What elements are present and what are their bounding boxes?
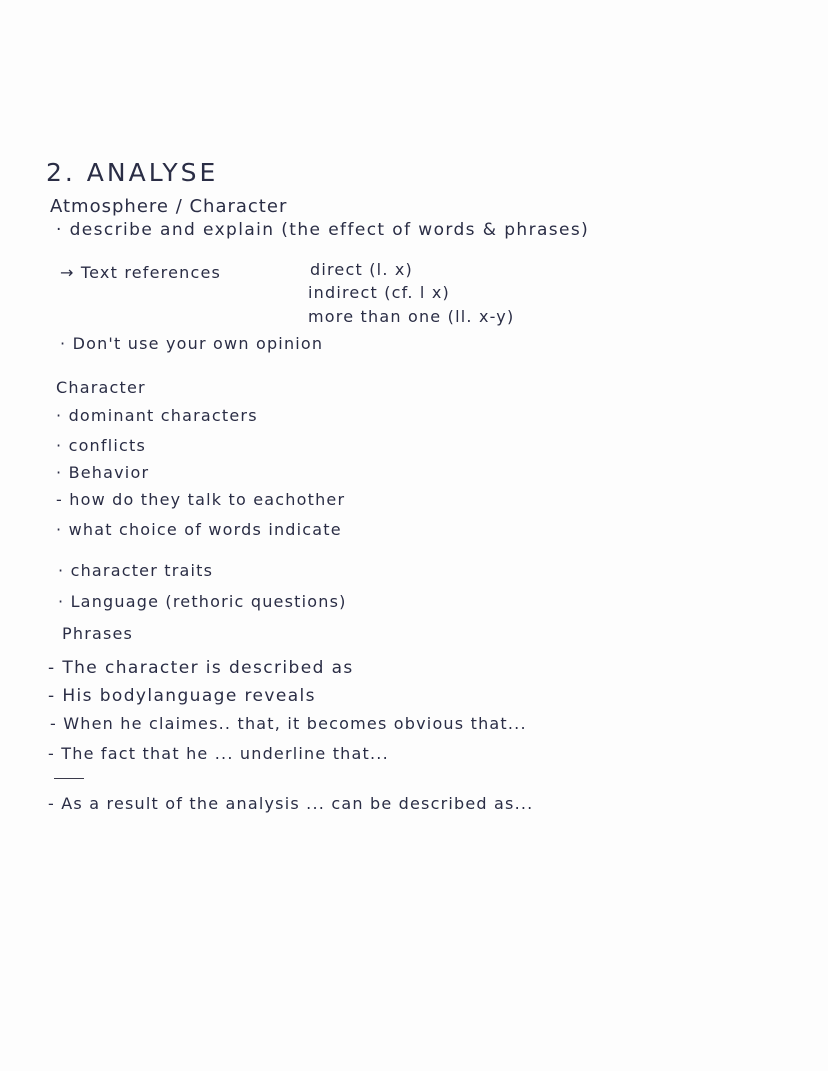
phrase-item: - His bodylanguage reveals — [48, 686, 316, 706]
list-item: · what choice of words indicate — [56, 520, 342, 539]
section-title-character: Character — [56, 378, 146, 397]
list-item: · Language (rethoric questions) — [58, 592, 347, 611]
text-references-label: → Text references — [60, 263, 222, 282]
list-item: · character traits — [58, 561, 214, 580]
reference-direct: direct (l. x) — [310, 260, 413, 279]
reference-more-than-one: more than one (ll. x-y) — [308, 307, 515, 326]
list-item: - how do they talk to eachother — [56, 490, 346, 509]
list-item: · Behavior — [56, 463, 150, 482]
list-item: · dominant characters — [56, 406, 258, 425]
divider-line — [54, 778, 84, 779]
phrase-item: - When he claimes.. that, it becomes obvious that... — [50, 714, 527, 733]
reference-indirect: indirect (cf. l x) — [308, 283, 450, 302]
page-heading: 2. ANALYSE — [46, 158, 219, 187]
bullet-no-opinion: · Don't use your own opinion — [60, 334, 324, 353]
section-title-phrases: Phrases — [62, 624, 134, 643]
section-title-atmosphere: Atmosphere / Character — [50, 196, 288, 217]
phrase-item: - The fact that he ... underline that... — [48, 744, 389, 763]
phrase-item: - The character is described as — [48, 658, 354, 678]
bullet-describe: · describe and explain (the effect of words & phrases) — [56, 220, 590, 240]
phrase-item: - As a result of the analysis ... can be described as... — [48, 794, 534, 813]
list-item: · conflicts — [56, 436, 147, 455]
